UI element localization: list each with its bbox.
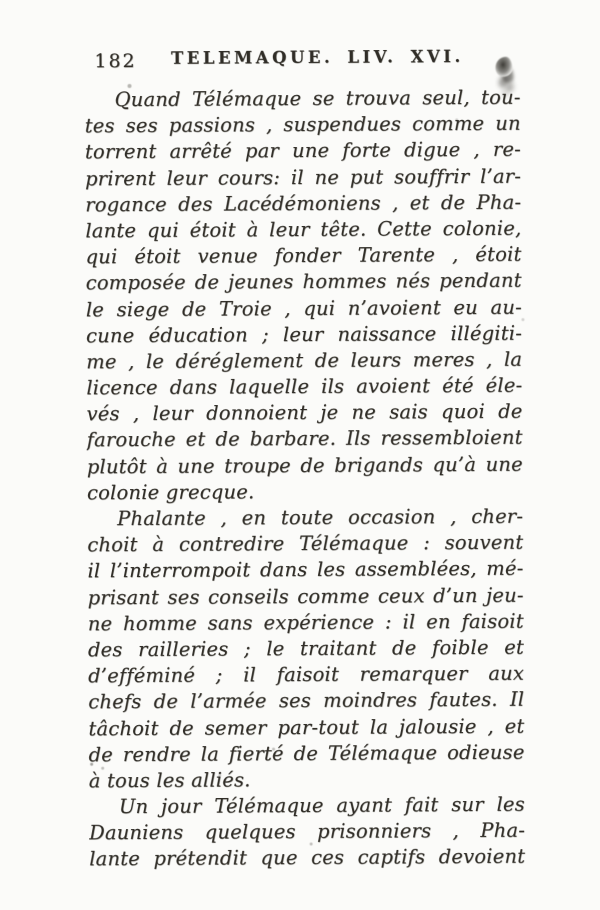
text-block (85, 85, 526, 873)
scan-noise-specks (0, 2, 2, 4)
text-line: Phalante , en toute occasion , cher- (117, 504, 524, 531)
text-line: rogance des Lacédémoniens , et de Pha- (85, 190, 522, 217)
text-line: vés , leur donnoient je ne sais quoi de (86, 399, 523, 426)
text-line: prisant ses conseils comme ceux d’un jeu- (87, 583, 524, 609)
page-number: 182 (94, 49, 137, 73)
text-line: lante prétendit que ces captifs devoient (89, 845, 526, 871)
text-line: lante qui étoit à leur tête. Cette colonie, (85, 216, 522, 243)
text-line: qui étoit venue fonder Tarente , étoit (85, 242, 522, 269)
page-header (84, 45, 520, 76)
text-line: torrent arrêté par une forte digue , re- (84, 138, 521, 164)
text-line: le siege de Troie , qui n’avoient eu au- (85, 295, 522, 321)
text-line: d’efféminé ; il faisoit remarquer aux (88, 661, 525, 688)
text-line: colonie grecque. (86, 480, 255, 505)
text-line: de rendre la fierté de Télémaque odieuse (88, 740, 525, 766)
text-line: tâchoit de semer par-tout la jalousie , et (88, 714, 525, 740)
text-line: Un jour Télémaque ayant fait sur les (118, 792, 525, 819)
running-title: TELEMAQUE. LIV. XVI. (170, 47, 464, 68)
text-line: prirent leur cours: il ne put souffrir l’ar- (85, 164, 522, 190)
text-line: Dauniens quelques prisonniers , Pha- (89, 818, 526, 845)
text-line: farouche et de barbare. Ils ressembloient (86, 426, 523, 452)
text-line: il l’interrompoit dans les assemblées, mé- (87, 557, 524, 583)
text-line: choit à contredire Télémaque : souvent (87, 530, 524, 557)
text-line: à tous les alliés. (88, 768, 251, 793)
text-line: ne homme sans expérience : il en faisoit (87, 609, 524, 636)
text-line: chefs de l’armée ses moindres fautes. Il (88, 687, 525, 714)
text-line: cune éducation ; leur naissance illégiti- (85, 321, 523, 348)
text-line: licence dans laquelle ils avoient été éle- (86, 373, 523, 400)
text-line: me , le déréglement de leurs meres , la (86, 347, 523, 374)
text-line: Quand Télémaque se trouva seul, tou- (114, 85, 521, 112)
text-line: tes ses passions , suspendues comme un (84, 111, 521, 138)
text-line: des railleries ; le traitant de foible et (87, 635, 525, 662)
ink-blot-icon (495, 57, 512, 77)
text-line: plutôt à une troupe de brigands qu’à une (86, 452, 523, 478)
text-line: composée de jeunes hommes nés pendant (85, 268, 522, 295)
